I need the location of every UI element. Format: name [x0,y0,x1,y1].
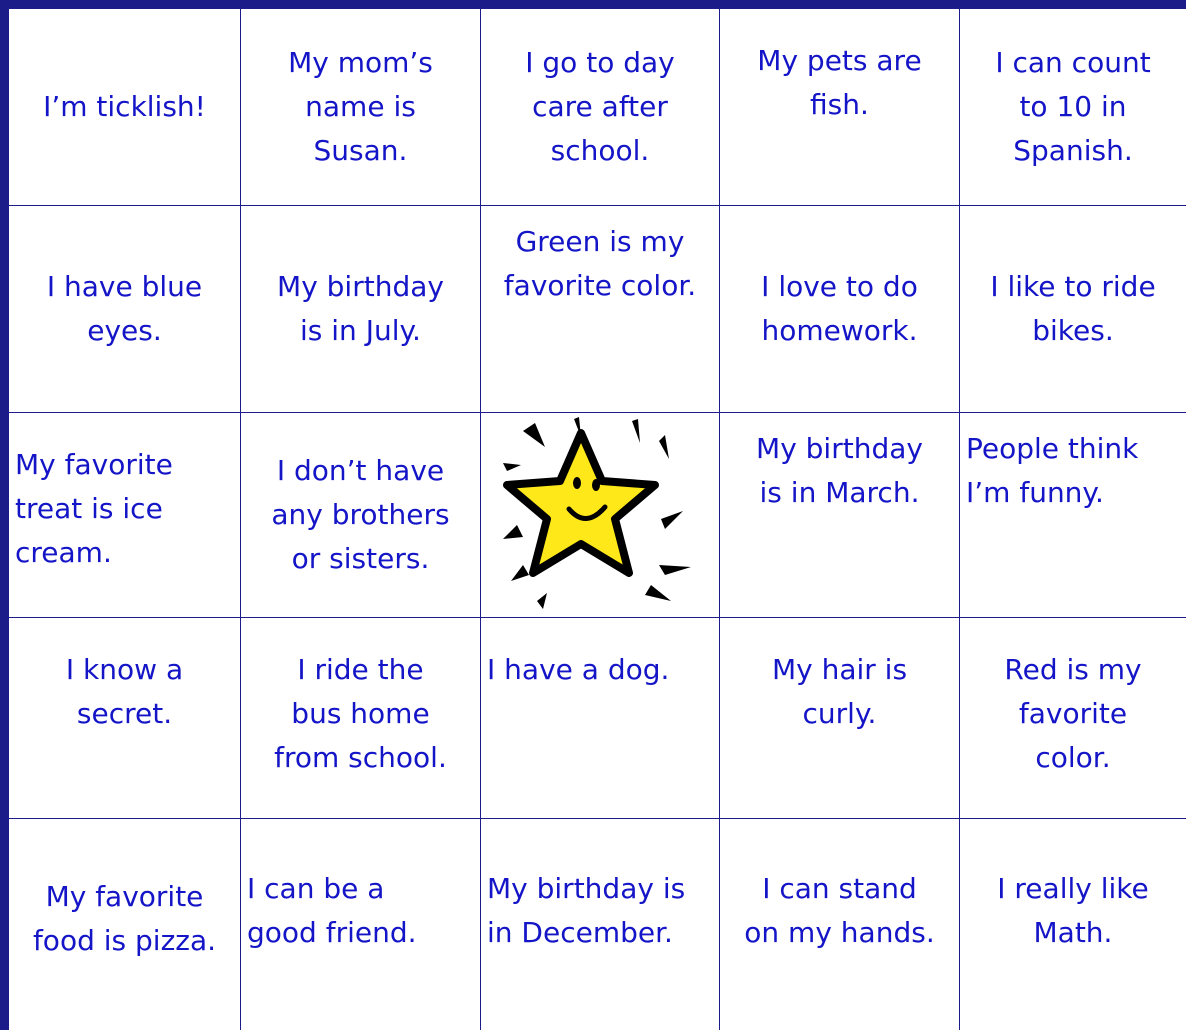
bingo-square [481,206,720,413]
bingo-square [9,819,241,1030]
square-text: I love to do homework. [761,270,918,347]
square-text: Green is my favorite color. [503,225,697,302]
bingo-square [241,206,481,413]
square-text: I don’t have any brothers or sisters. [271,454,450,575]
bingo-square [9,9,241,206]
bingo-square [720,206,960,413]
square-text: I go to day care after school. [525,46,675,167]
bingo-square [720,9,960,206]
square-text: I really like Math. [997,872,1149,949]
bingo-square [241,9,481,206]
square-text: My favorite food is pizza. [32,880,217,957]
bingo-square [9,206,241,413]
square-text: I can stand on my hands. [744,872,935,949]
square-text: My birthday is in July. [277,270,444,347]
square-text: I know a secret. [65,653,184,730]
bingo-square [9,413,241,618]
square-text: My hair is curly. [771,653,908,730]
square-text: My birthday is in March. [756,432,923,509]
bingo-square [481,819,720,1030]
bingo-square [720,819,960,1030]
bingo-square [960,9,1186,206]
square-text: I have a dog. [487,653,670,686]
bingo-square [960,819,1186,1030]
square-text: I ride the bus home from school. [274,653,447,774]
square-text: I can count to 10 in Spanish. [995,46,1151,167]
bingo-square [720,413,960,618]
square-text: My pets are fish. [757,44,922,121]
square-text: My birthday is in December. [487,872,686,949]
square-text: People think I’m funny. [966,432,1139,509]
square-text: I have blue eyes. [46,270,203,347]
bingo-square [960,413,1186,618]
square-text: My favorite treat is ice cream. [15,448,173,569]
square-text: I’m ticklish! [43,90,206,123]
bingo-square [720,618,960,819]
smiling-star-icon [495,415,705,615]
bingo-square [241,819,481,1030]
bingo-square [481,618,720,819]
bingo-square [960,618,1186,819]
bingo-square [481,9,720,206]
square-text: I can be a good friend. [247,872,417,949]
bingo-square [960,206,1186,413]
square-text: My mom’s name is Susan. [288,46,433,167]
free-space-square [481,413,720,618]
bingo-square [241,413,481,618]
bingo-square [241,618,481,819]
square-text: Red is my favorite color. [1004,653,1142,774]
square-text: I like to ride bikes. [990,270,1156,347]
bingo-square [9,618,241,819]
